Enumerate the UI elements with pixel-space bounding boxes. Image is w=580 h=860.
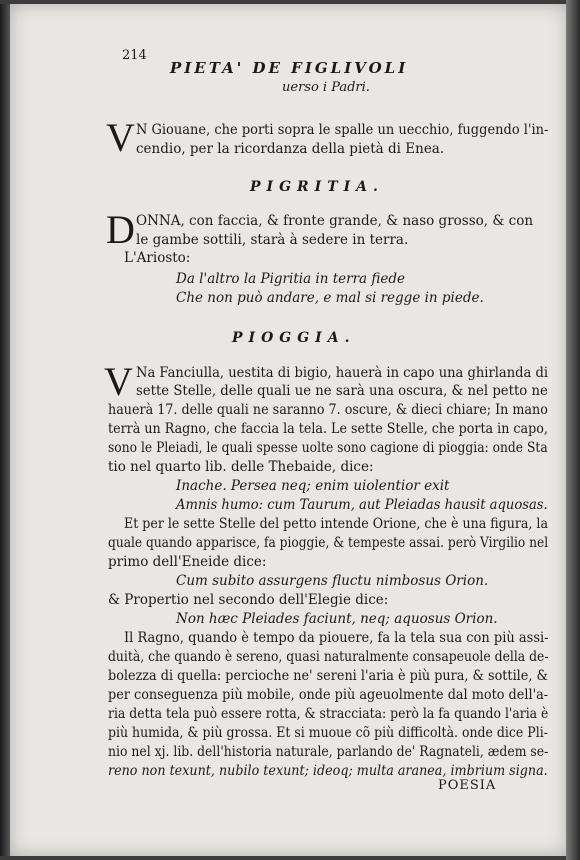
text-line: ria detta tela può essere rotta, & stracciata: però la fa quando l'aria è	[108, 706, 549, 722]
text-line: sono le Pleiadi, le quali spesse uolte sono cagione di pioggia: onde Sta	[108, 440, 548, 456]
catchword: POESIA	[438, 778, 497, 793]
text-line: sette Stelle, delle quali ue ne sarà una oscura, & nel petto ne	[136, 383, 548, 399]
section-heading: PIGRITIA.	[250, 179, 384, 195]
text-line: cendio, per la ricordanza della pietà di Enea.	[136, 141, 445, 157]
quote-line: Amnis humo: cum Taurum, aut Pleiadas hausit aquosas.	[176, 497, 548, 513]
drop-cap-initial: V	[104, 359, 133, 404]
text-line: più humida, & più grossa. Et si muoue cõ più difficoltà. onde dice Pli-	[108, 725, 548, 741]
text-line: bolezza di quella: percioche ne' sereni l'aria è più pura, & sottile, &	[108, 668, 548, 684]
quote-line: Non hæc Pleiades faciunt, neq; aquosus Orion.	[176, 611, 498, 627]
text-line: nio nel xj. lib. dell'historia naturale, parlando de' Ragnateli, ædem se-	[108, 744, 549, 760]
page-number: 214	[122, 48, 147, 63]
verse-line: Che non può andare, e mal si regge in piede.	[176, 290, 484, 306]
text-line: le gambe sottili, starà à sedere in terra.	[136, 232, 409, 248]
quote-line: Cum subito assurgens fluctu nimbosus Orion.	[176, 573, 489, 589]
text-line: tio nel quarto lib. delle Thebaide, dice:	[108, 459, 374, 475]
text-line: Na Fanciulla, uestita di bigio, hauerà in capo una ghirlanda di	[136, 365, 549, 381]
text-line: N Giouane, che porti sopra le spalle un uecchio, fuggendo l'in-	[136, 122, 549, 138]
running-subhead: uerso i Padri.	[282, 80, 370, 95]
text-line: Et per le sette Stelle del petto intende Orione, che è una figura, la	[124, 516, 548, 532]
quote-line: Inache. Persea neq; enim uiolentior exit	[176, 478, 450, 494]
text-line: & Propertio nel secondo dell'Elegie dice:	[108, 592, 389, 608]
section-heading: PIOGGIA.	[232, 330, 356, 346]
text-line: duità, che quando è sereno, quasi naturalmente consapeuole della de-	[108, 649, 549, 665]
text-line: ONNA, con faccia, & fronte grande, & naso grosso, & con	[136, 213, 534, 229]
drop-cap-initial: V	[106, 115, 135, 160]
running-head: PIETA' DE FIGLIVOLI	[170, 59, 409, 77]
text-line: per conseguenza più mobile, onde più ageuolmente dal moto dell'a-	[108, 687, 549, 703]
drop-cap-initial: D	[106, 207, 135, 252]
text-line: quale quando apparisce, fa pioggie, & tempeste assai. però Virgilio nel	[108, 535, 549, 551]
text-line: terrà un Ragno, che faccia la tela. Le sette Stelle, che porta in capo,	[108, 421, 548, 437]
text-line: Il Ragno, quando è tempo da piouere, fa la tela sua con più assi-	[124, 630, 549, 646]
facing-page-edge	[566, 0, 580, 860]
attribution: L'Ariosto:	[124, 250, 191, 266]
text-line: primo dell'Eneide dice:	[108, 554, 267, 570]
text-line: hauerà 17. delle quali ne saranno 7. oscure, & dieci chiare; In mano	[108, 402, 548, 418]
verse-line: Da l'altro la Pigritia in terra fiede	[176, 271, 405, 287]
text-line: reno non texunt, nubilo texunt; ideoq; multa aranea, imbrium signa.	[108, 763, 548, 779]
